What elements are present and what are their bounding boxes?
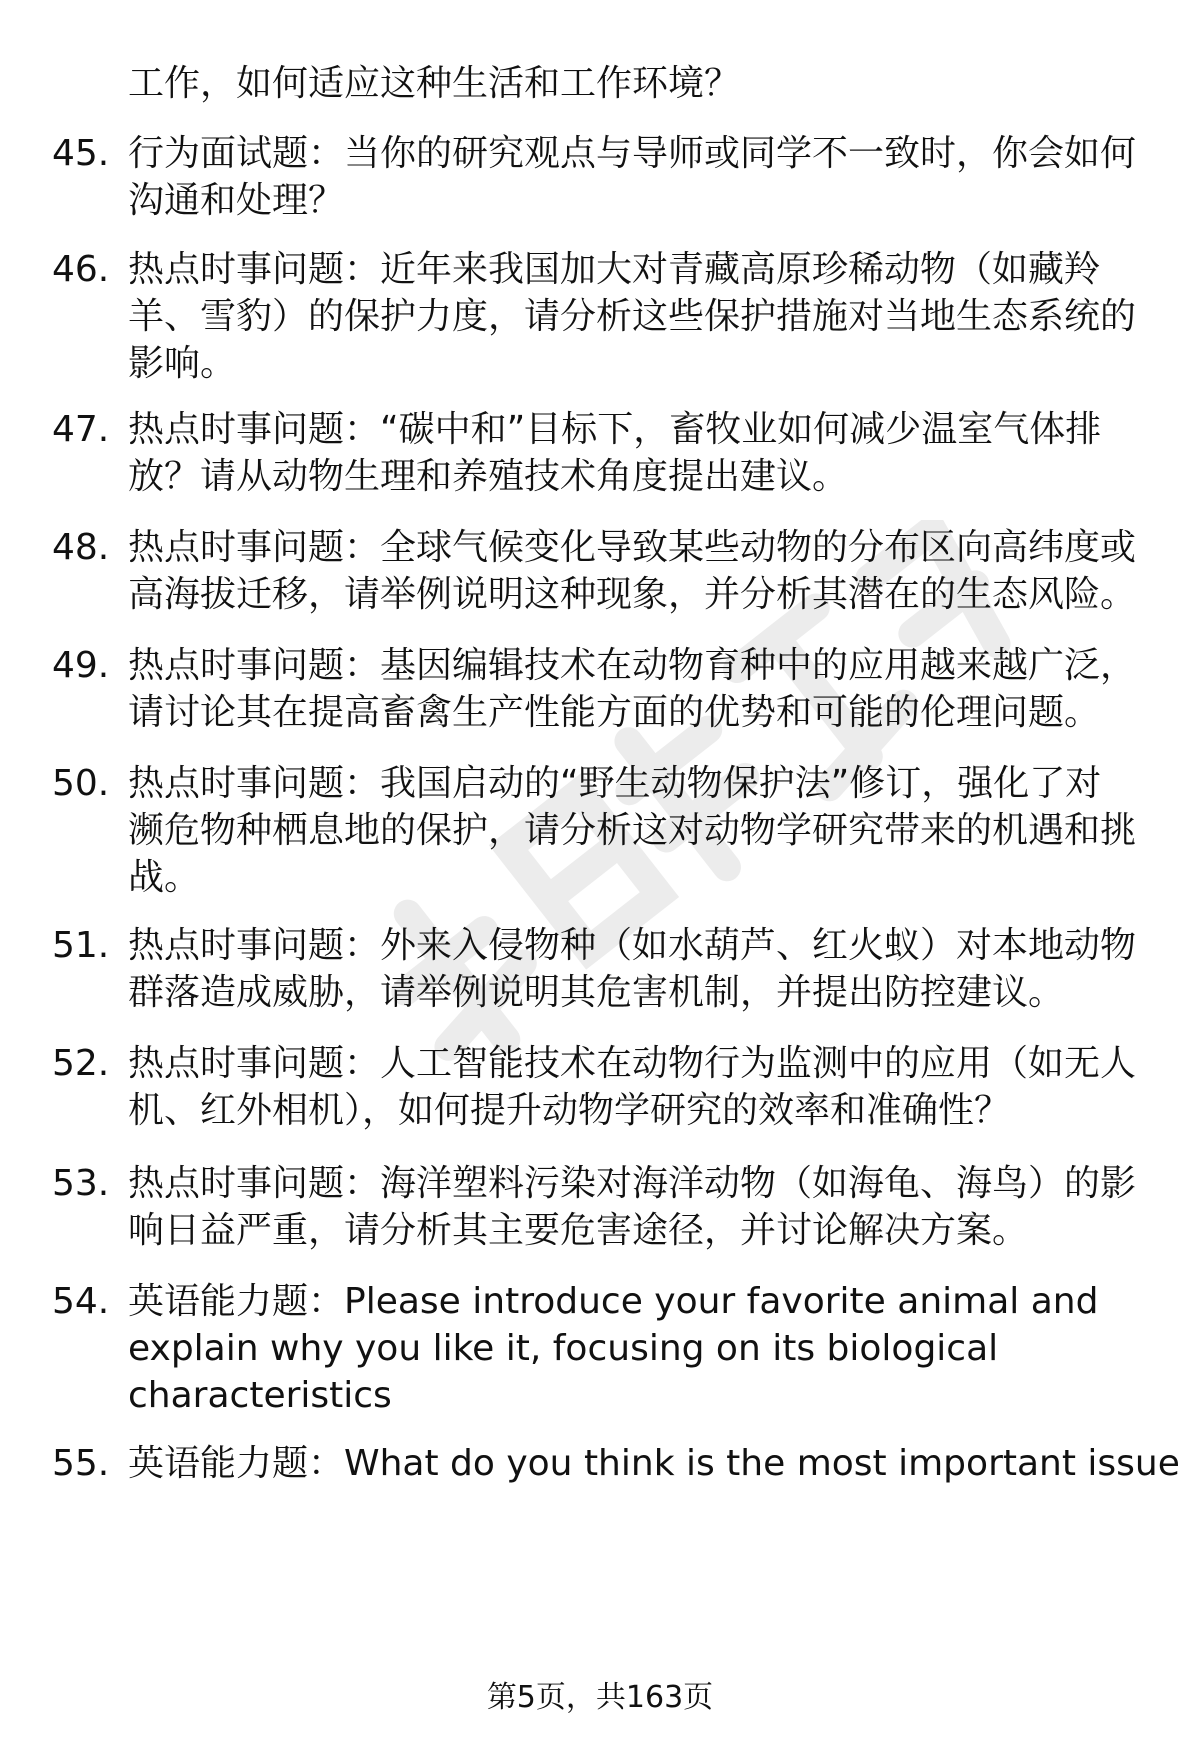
item-number: 48. (52, 527, 110, 568)
item-text (128, 246, 1140, 387)
item-number: 54. (52, 1281, 110, 1322)
item-text (128, 760, 1140, 901)
text-line: 响日益严重，请分析其主要危害途径，并讨论解决方案。 (128, 1210, 1029, 1251)
item-number: 55. (52, 1443, 110, 1484)
text-line: characteristics (128, 1375, 392, 1416)
text-line: 群落造成威胁，请举例说明其危害机制，并提出防控建议。 (128, 972, 1065, 1013)
item-number: 52. (52, 1043, 110, 1084)
item-text (128, 1440, 1180, 1487)
text-line: 行为面试题：当你的研究观点与导师或同学不一致时，你会如何 (128, 133, 1137, 174)
text-line: 工作，如何适应这种生活和工作环境？ (128, 63, 741, 104)
item-number: 50. (52, 763, 110, 804)
continued-item-text (128, 60, 1138, 107)
text-line: 热点时事问题：人工智能技术在动物行为监测中的应用（如无人 (128, 1043, 1137, 1084)
item-number: 53. (52, 1163, 110, 1204)
item-text (128, 922, 1140, 1016)
page-number-footer: 第5页，共163页 (486, 1680, 714, 1715)
text-line: 英语能力题：Please introduce your favorite animal and (128, 1281, 1099, 1322)
text-line: 高海拔迁移，请举例说明这种现象，并分析其潜在的生态风险。 (128, 574, 1137, 615)
text-line: 热点时事问题：外来入侵物种（如水葫芦、红火蚁）对本地动物 (128, 925, 1137, 966)
item-text (128, 130, 1140, 224)
text-line: 放？请从动物生理和养殖技术角度提出建议。 (128, 456, 849, 497)
item-number: 47. (52, 409, 110, 450)
item-number: 51. (52, 925, 110, 966)
item-text (128, 1040, 1140, 1134)
text-line: 濒危物种栖息地的保护，请分析这对动物学研究带来的机遇和挑 (128, 810, 1137, 851)
item-number: 45. (52, 133, 110, 174)
text-line: 热点时事问题：全球气候变化导致某些动物的分布区向高纬度或 (128, 527, 1137, 568)
item-text (128, 406, 1140, 500)
text-line: 热点时事问题：基因编辑技术在动物育种中的应用越来越广泛， (128, 645, 1137, 686)
item-number: 49. (52, 645, 110, 686)
item-number: 46. (52, 249, 110, 290)
text-line: 羊、雪豹）的保护力度，请分析这些保护措施对当地生态系统的 (128, 296, 1137, 337)
text-line: explain why you like it, focusing on its biological (128, 1328, 999, 1369)
text-line: 机、红外相机），如何提升动物学研究的效率和准确性？ (128, 1090, 1011, 1131)
text-line: 热点时事问题：海洋塑料污染对海洋动物（如海龟、海鸟）的影 (128, 1163, 1137, 1204)
item-text (128, 1278, 1140, 1419)
text-line: 请讨论其在提高畜禽生产性能方面的优势和可能的伦理问题。 (128, 692, 1101, 733)
text-line: 英语能力题：What do you think is the most important issue (128, 1443, 1180, 1484)
text-line: 战。 (128, 857, 201, 898)
text-line: 热点时事问题：我国启动的“野生动物保护法”修订，强化了对 (128, 763, 1102, 804)
item-text (128, 1160, 1140, 1254)
item-text (128, 524, 1140, 618)
text-line: 热点时事问题：近年来我国加大对青藏高原珍稀动物（如藏羚 (128, 249, 1101, 290)
text-line: 沟通和处理？ (128, 180, 345, 221)
text-line: 影响。 (128, 343, 237, 384)
item-text (128, 642, 1140, 736)
text-line: 热点时事问题：“碳中和”目标下，畜牧业如何减少温室气体排 (128, 409, 1102, 450)
